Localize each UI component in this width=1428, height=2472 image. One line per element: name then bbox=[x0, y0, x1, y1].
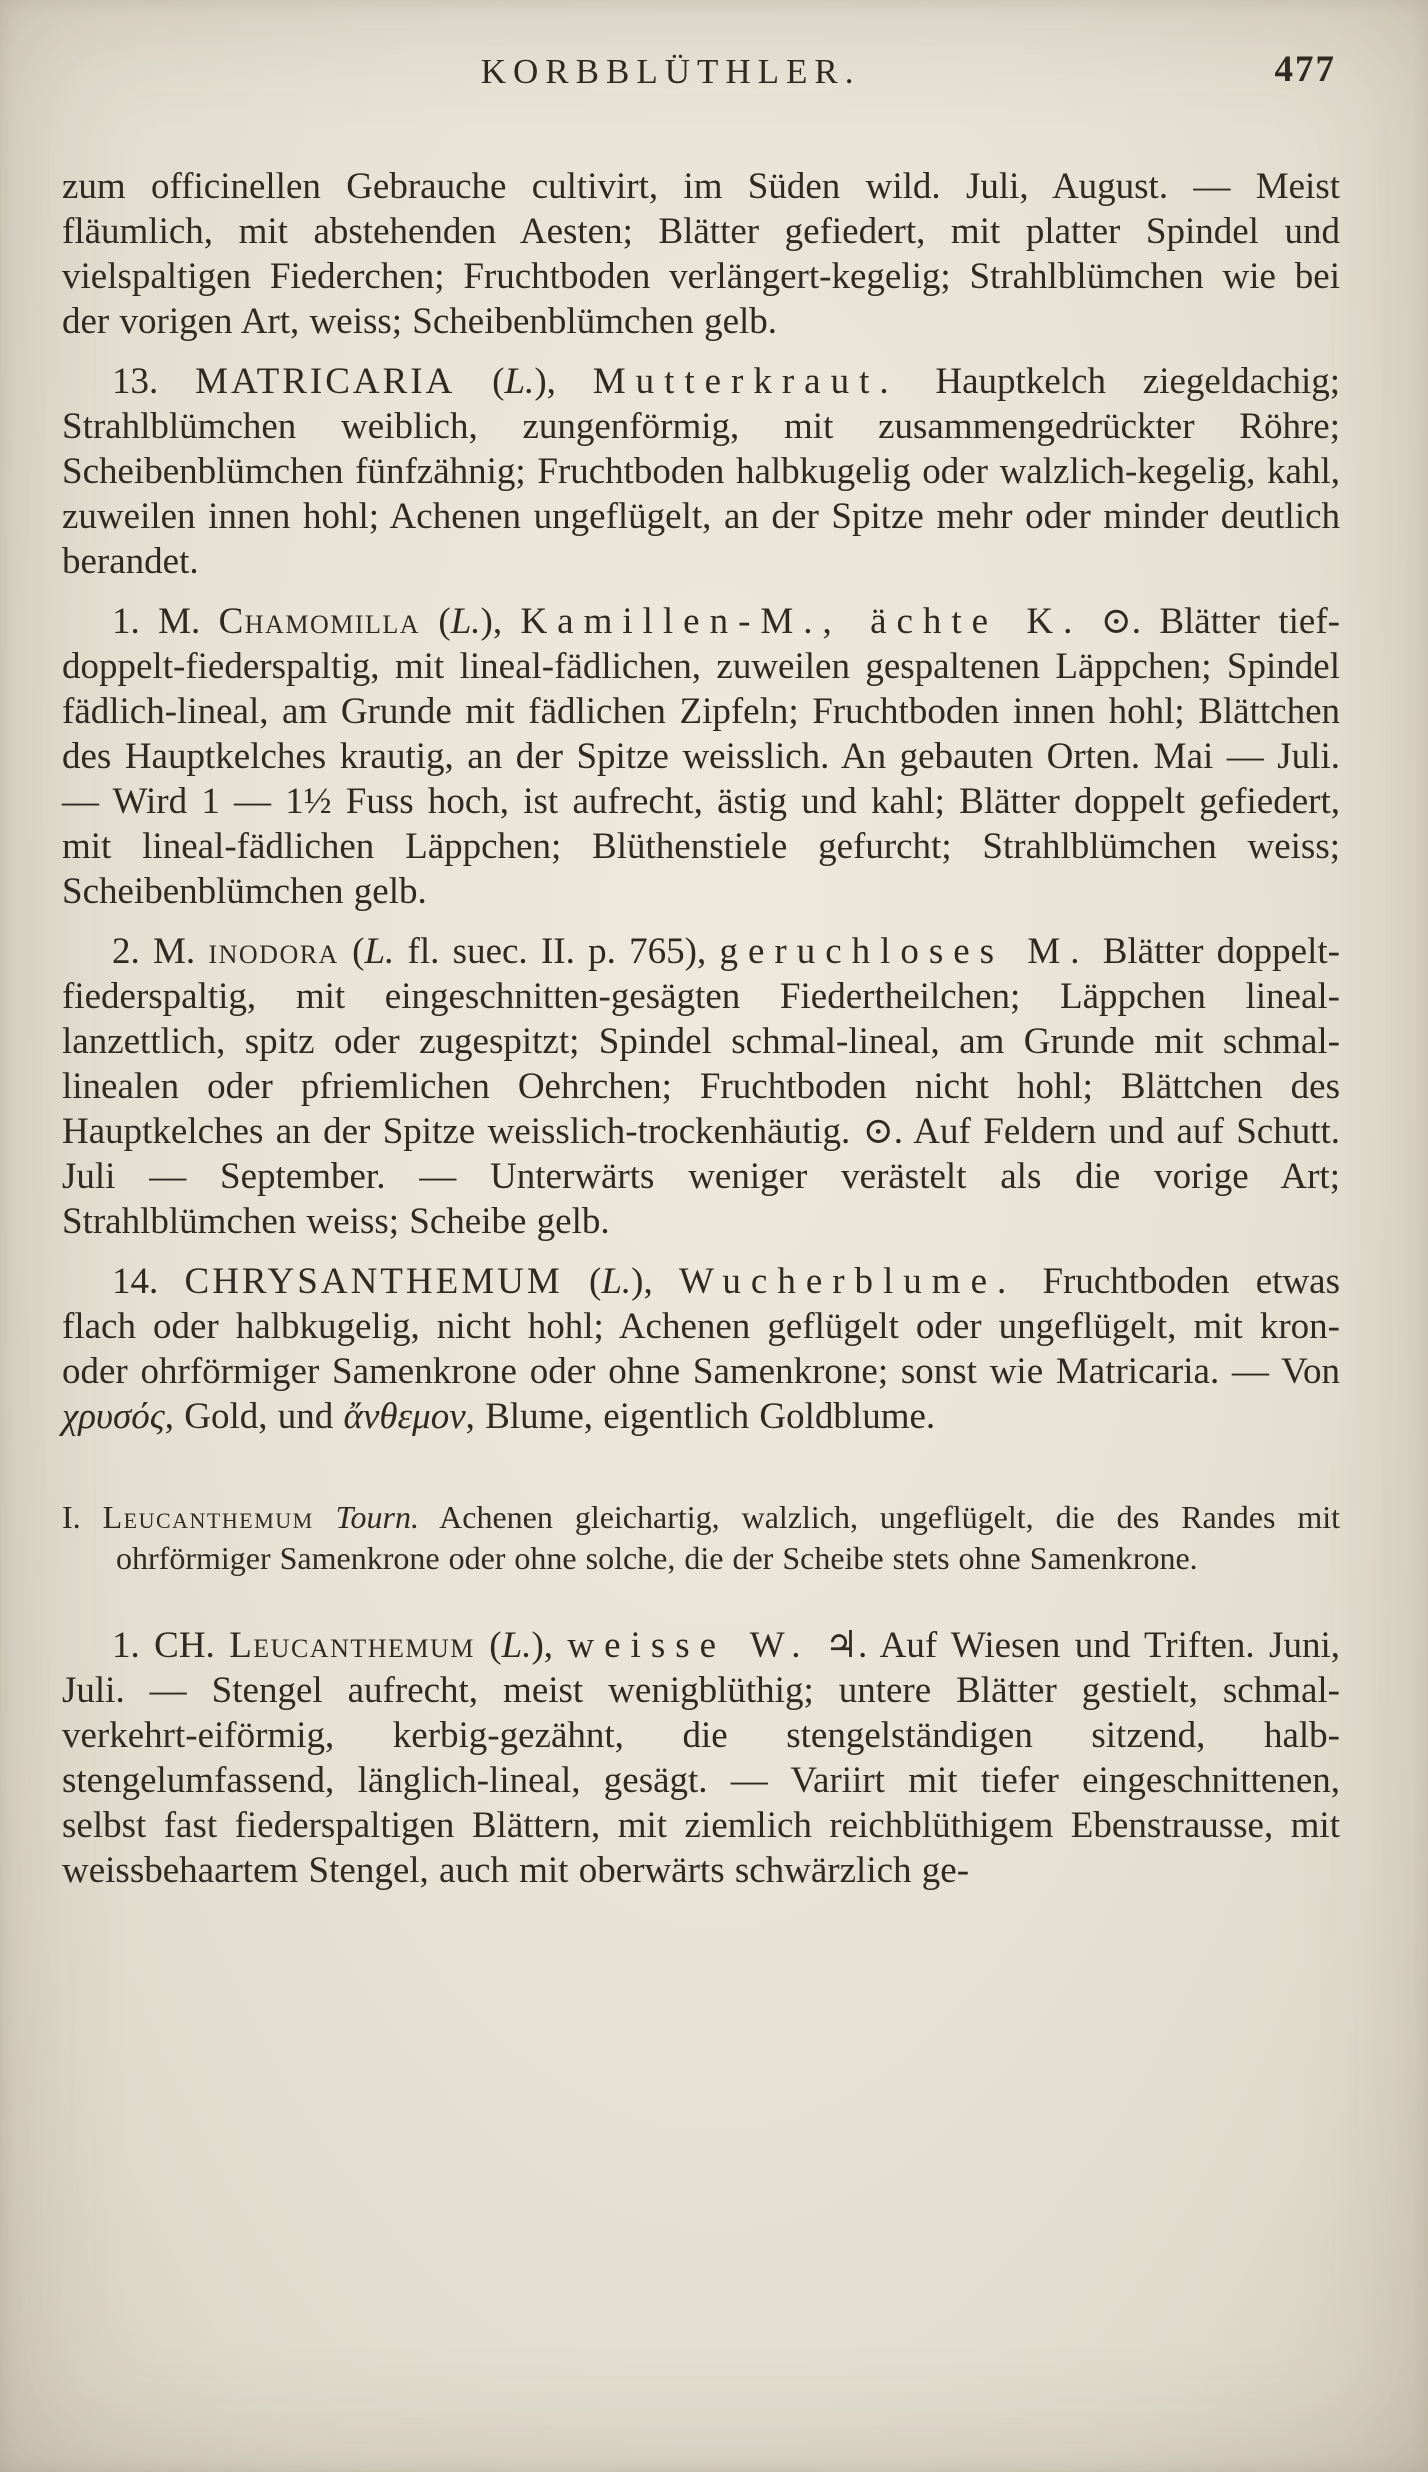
text-segment-normal: ♃. Auf Wiesen und Triften. Juni, Juli. — Stengel aufrecht, meist wenigblüthig; untere Blätter gestielt, schmal-verkehrt-eiförmig, kerbig-gezähnt, die stengelständigen sitzend, halb-stengelumfassend, länglich-lineal, gesägt. — Variirt mit tiefer eingeschnittenen, selbst fast fiederspaltigen Blättern, mit ziemlich reichblüthigem Ebenstrausse, mit weissbehaartem Stengel, auch mit oberwärts schwärzlich ge- bbox=[62, 1625, 1340, 1891]
text-segment-normal: 13. bbox=[112, 361, 196, 402]
text-segment-smallcaps: Chamomilla bbox=[218, 601, 421, 642]
text-segment-normal: ⊙. Blätter tief-doppelt-fiederspaltig, mit lineal-fädlichen, zuweilen gespaltenen Läppchen; Spindel fädlich-lineal, am Grunde mit fädlichen Zipfeln; Fruchtboden innen hohl; Blättchen des Hauptkelches krautig, an der Spitze weisslich. An gebauten Orten. Mai — Juli. — Wird 1 — 1½ Fuss hoch, ist aufrecht, ästig und kahl; Blätter doppelt gefiedert, mit lineal-fädlichen Läppchen; Blüthenstiele gefurcht; Strahlblümchen weiss; Scheibenblümchen gelb. bbox=[62, 601, 1340, 912]
paragraph-species-chamomilla bbox=[62, 599, 1340, 914]
text-segment-normal: fl. suec. II. p. 765), bbox=[394, 931, 720, 972]
text-segment-smallcaps: Leucanthemum bbox=[102, 1499, 314, 1535]
text-segment-italic: ἄνθεμον bbox=[343, 1396, 466, 1437]
text-segment-normal: Blätter doppelt-fiederspaltig, mit eingeschnitten-gesägten Fiedertheilchen; Läppchen lineal-lanzettlich, spitz oder zugespitzt; Spindel schmal-lineal, am Grunde mit schmal-linealen oder pfriemlichen Oehrchen; Fruchtboden nicht hohl; Blättchen des Hauptkelches an der Spitze weisslich-trockenhäutig. ⊙. Auf Feldern und auf Schutt. Juli — September. — Unterwärts weniger verästelt als die vorige Art; Strahlblümchen weiss; Scheibe gelb. bbox=[62, 931, 1340, 1242]
page-body bbox=[62, 164, 1340, 1893]
text-segment-caps: MATRICARIA bbox=[195, 361, 456, 402]
text-segment-normal: ( bbox=[338, 931, 365, 972]
text-segment-normal: ), bbox=[531, 1625, 568, 1666]
text-segment-italic: Tourn. bbox=[335, 1499, 419, 1535]
text-segment-normal: ( bbox=[474, 1625, 502, 1666]
text-segment-normal: , Blume, eigentlich Goldblume. bbox=[465, 1396, 936, 1437]
text-segment-normal: ( bbox=[455, 361, 505, 402]
text-segment-normal: ( bbox=[562, 1261, 602, 1302]
text-segment-normal: ( bbox=[420, 601, 451, 642]
paragraph-species-inodora bbox=[62, 929, 1340, 1244]
text-segment-spaced: Kamillen-M., ächte K. bbox=[520, 601, 1083, 642]
text-segment-normal: Fruchtboden etwas flach oder halbkugelig, nicht hohl; Achenen geflügelt oder ungeflügelt, mit kron- oder ohrförmiger Samenkrone oder ohne Samenkrone; sonst wie Matricaria. — Von bbox=[62, 1261, 1341, 1392]
text-segment-italic: L. bbox=[364, 931, 395, 972]
text-segment-normal: ), bbox=[534, 361, 593, 402]
text-segment-spaced: Wucherblume. bbox=[679, 1261, 1017, 1302]
text-segment-normal: I. bbox=[62, 1499, 103, 1535]
text-segment-caps: CHRYSANTHEMUM bbox=[184, 1261, 563, 1302]
text-segment-italic: L. bbox=[504, 361, 535, 402]
text-segment-spaced: geruchloses M. bbox=[719, 931, 1090, 972]
text-segment-italic: L. bbox=[450, 601, 481, 642]
text-segment-normal: zum officinellen Gebrauche cultivirt, im Süden wild. Juli, August. — Meist fläumlich, mit abstehenden Aesten; Blätter gefiedert, mit platter Spindel und vielspaltigen Fiederchen; Fruchtboden verlängert-kegelig; Strahlblümchen wie bei der vorigen Art, weiss; Scheibenblümchen gelb. bbox=[62, 166, 1340, 342]
text-segment-normal: 14. bbox=[112, 1261, 185, 1302]
text-segment-italic: L. bbox=[501, 1625, 532, 1666]
text-segment-spaced: weisse W. bbox=[567, 1625, 811, 1666]
text-segment-spaced: Mutterkraut. bbox=[592, 361, 899, 402]
text-segment-smallcaps: Leucanthemum bbox=[229, 1625, 475, 1666]
text-segment-normal: 1. CH. bbox=[112, 1625, 230, 1666]
text-segment-normal: 2. M. bbox=[112, 931, 209, 972]
running-title: KORBBLÜTHLER. bbox=[480, 52, 861, 91]
page-number: 477 bbox=[1274, 49, 1336, 90]
paragraph-genus-matricaria bbox=[62, 359, 1340, 584]
text-segment-italic: L. bbox=[601, 1261, 632, 1302]
paragraph-intro-continuation bbox=[62, 164, 1340, 344]
text-segment-normal bbox=[314, 1499, 336, 1535]
text-segment-normal: ), bbox=[631, 1261, 679, 1302]
paragraph-section-leucanthemum bbox=[62, 1497, 1340, 1579]
text-segment-normal: Achenen gleichartig, walzlich, ungeflügelt, die des Randes mit ohrförmiger Samenkrone oder ohne solche, die der Scheibe stets ohne Samenkrone. bbox=[116, 1499, 1341, 1576]
page-header bbox=[62, 49, 1340, 114]
text-segment-normal: Hauptkelch ziegeldachig; Strahlblümchen weiblich, zungenförmig, mit zusammengedrückter Röhre; Scheibenblümchen fünfzähnig; Fruchtboden halbkugelig oder walzlich-kegelig, kahl, zuweilen innen hohl; Achenen ungeflügelt, an der Spitze mehr oder minder deutlich berandet. bbox=[62, 361, 1341, 582]
paragraph-species-ch-leucanthemum bbox=[62, 1623, 1340, 1893]
text-segment-normal: ), bbox=[480, 601, 521, 642]
text-segment-smallcaps: inodora bbox=[208, 931, 339, 972]
text-segment-italic: χρυσός bbox=[62, 1396, 165, 1437]
text-segment-normal: 1. M. bbox=[112, 601, 219, 642]
paragraph-genus-chrysanthemum bbox=[62, 1259, 1340, 1439]
text-segment-normal: , Gold, und bbox=[164, 1396, 344, 1437]
